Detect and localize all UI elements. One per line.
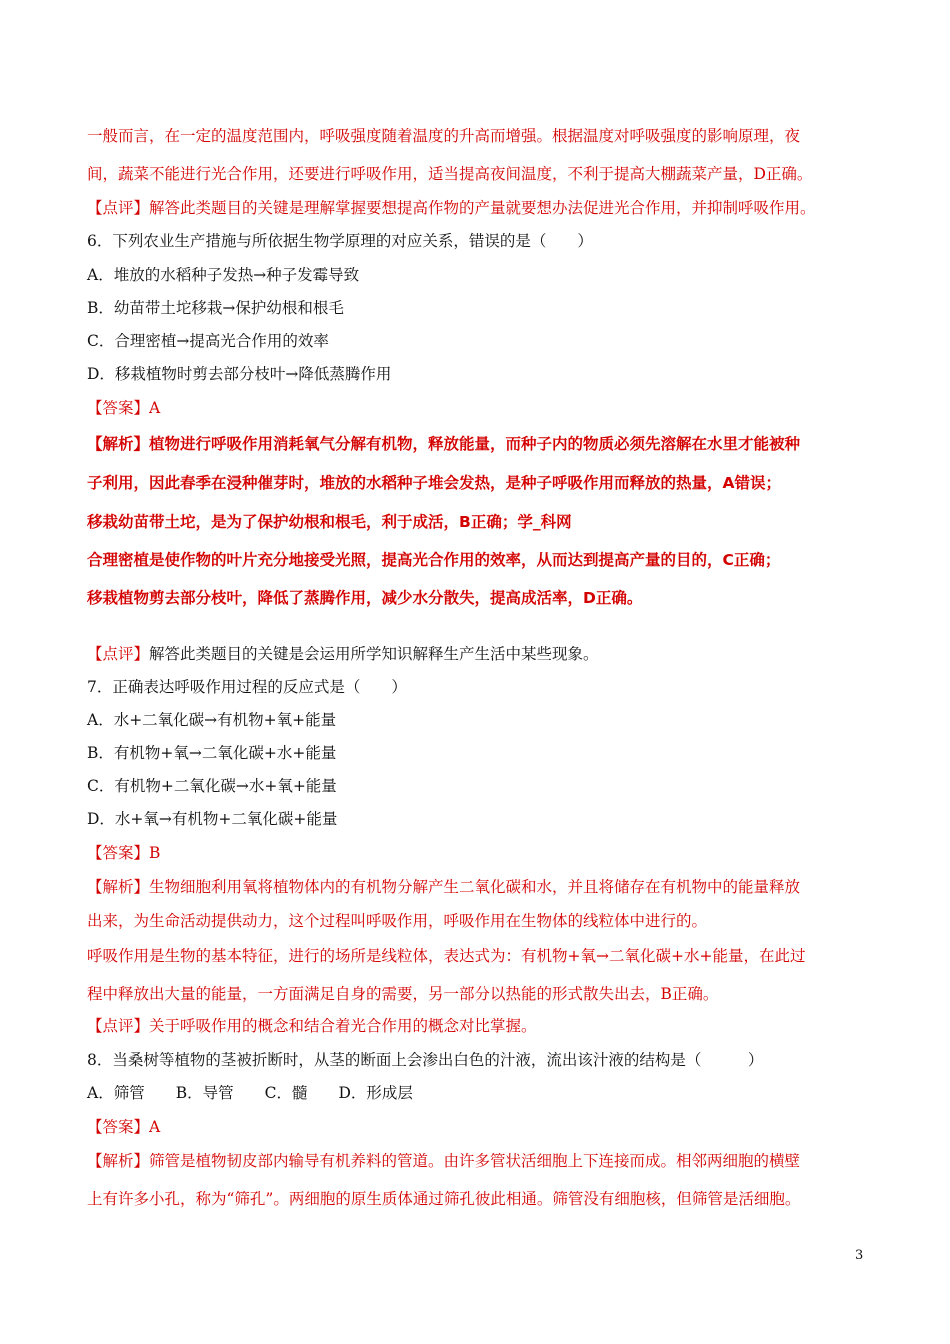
paragraph-line: 一般而言，在一定的温度范围内，呼吸强度随着温度的升高而增强。根据温度对呼吸强度的影响原理，夜 (87, 127, 801, 145)
comment-tag: 【点评】 (87, 645, 150, 663)
q6-analysis-line: 【解析】植物进行呼吸作用消耗氧气分解有机物，释放能量，而种子内的物质必须先溶解在水里才能被种 (87, 435, 801, 453)
analysis-tag: 【解析】 (87, 878, 150, 896)
comment-tag: 【点评】 (87, 1017, 150, 1035)
q7-analysis-line: 出来，为生命活动提供动力，这个过程叫呼吸作用，呼吸作用在生物体的线粒体中进行的。 (87, 912, 708, 930)
q8-answer: 【答案】A (87, 1118, 161, 1136)
question-7-stem: 7．正确表达呼吸作用过程的反应式是（ ） (87, 678, 407, 696)
analysis-text: 生物细胞利用氧将植物体内的有机物分解产生二氧化碳和水，并且将储存在有机物中的能量释放 (149, 878, 801, 896)
q7-option-d: D．水+氧→有机物+二氧化碳+能量 (87, 810, 338, 828)
q7-answer: 【答案】B (87, 844, 161, 862)
q6-analysis-line: 移栽幼苗带土坨，是为了保护幼根和根毛，利于成活，B正确；学_科网 (87, 513, 572, 531)
comment-line (87, 197, 895, 219)
question-8-stem: 8．当桑树等植物的茎被折断时，从茎的断面上会渗出白色的汁液，流出该汁液的结构是（ ） (87, 1051, 764, 1069)
q7-comment (87, 1015, 895, 1037)
comment-text: 解答此类题目的关键是会运用所学知识解释生产生活中某些现象。 (149, 645, 599, 663)
q6-option-c: C．合理密植→提高光合作用的效率 (87, 332, 329, 350)
q8-analysis-line (87, 1150, 895, 1172)
q7-analysis-line: 程中释放出大量的能量，一方面满足自身的需要，另一部分以热能的形式散失出去，B正确。 (87, 985, 719, 1003)
q7-option-a: A．水+二氧化碳→有机物+氧+能量 (87, 711, 337, 729)
comment-text: 关于呼吸作用的概念和结合着光合作用的概念对比掌握。 (149, 1017, 537, 1035)
q8-analysis-line: 上有许多小孔，称为“筛孔”。两细胞的原生质体通过筛孔彼此相通。筛管没有细胞核，但筛管是活细胞。 (87, 1190, 801, 1208)
comment-text: 解答此类题目的关键是理解掌握要想提高作物的产量就要想办法促进光合作用，并抑制呼吸作用。 (149, 199, 816, 217)
q6-comment (87, 643, 895, 665)
page-number: 3 (855, 1248, 864, 1263)
q6-answer: 【答案】A (87, 399, 161, 417)
q6-option-b: B．幼苗带土坨移栽→保护幼根和根毛 (87, 299, 344, 317)
analysis-text: 筛管是植物韧皮部内输导有机养料的管道。由许多管状活细胞上下连接而成。相邻两细胞的横壁 (149, 1152, 801, 1170)
paragraph-line: 间，蔬菜不能进行光合作用，还要进行呼吸作用，适当提高夜间温度，不利于提高大棚蔬菜产量，D正确。 (87, 165, 813, 183)
comment-tag: 【点评】 (87, 199, 150, 217)
q7-analysis-line (87, 876, 895, 898)
q6-analysis-line: 移栽植物剪去部分枝叶，降低了蒸腾作用，减少水分散失，提高成活率，D正确。 (87, 589, 643, 607)
q6-option-d: D．移栽植物时剪去部分枝叶→降低蒸腾作用 (87, 365, 392, 383)
q7-option-b: B．有机物+氧→二氧化碳+水+能量 (87, 744, 337, 762)
q6-analysis-line: 子利用，因此春季在浸种催芽时，堆放的水稻种子堆会发热，是种子呼吸作用而释放的热量，A错误； (87, 474, 781, 492)
question-6-stem: 6．下列农业生产措施与所依据生物学原理的对应关系，错误的是（ ） (87, 232, 593, 250)
q6-analysis-line: 合理密植是使作物的叶片充分地接受光照，提高光合作用的效率，从而达到提高产量的目的，C正确； (87, 551, 781, 569)
q6-option-a: A．堆放的水稻种子发热→种子发霉导致 (87, 266, 360, 284)
analysis-tag: 【解析】 (87, 1152, 150, 1170)
q7-analysis-line: 呼吸作用是生物的基本特征，进行的场所是线粒体，表达式为：有机物+氧→二氧化碳+水+能量，在此过 (87, 947, 806, 965)
q7-option-c: C．有机物+二氧化碳→水+氧+能量 (87, 777, 337, 795)
q8-options: A．筛管 B．导管 C．髓 D．形成层 (87, 1084, 413, 1102)
